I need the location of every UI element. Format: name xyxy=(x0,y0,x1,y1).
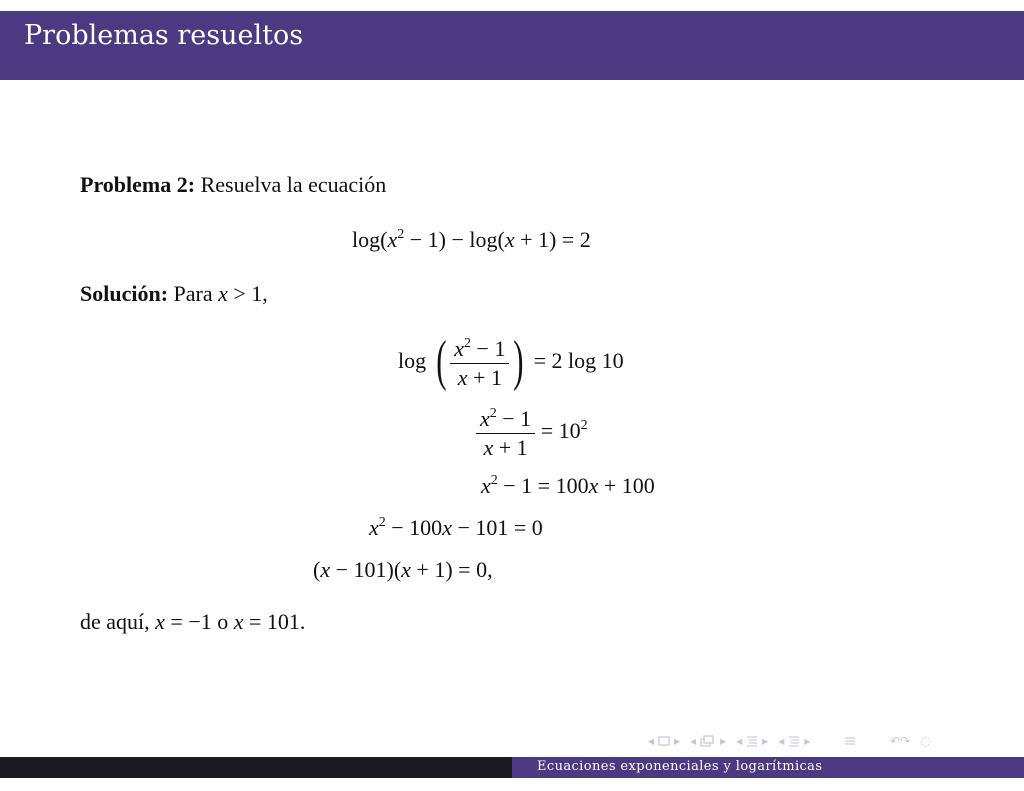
equation-step-3: $x^2 - 1 = 100x + 100$ xyxy=(481,473,655,498)
nav-doc-icon[interactable] xyxy=(788,735,800,747)
step1-denominator: x + 1 xyxy=(457,365,502,390)
solution-text: Para xyxy=(173,281,213,306)
solution-label: Solución: xyxy=(80,281,169,306)
nav-prev-section-icon[interactable]: ◂ xyxy=(736,734,743,748)
nav-search-icon[interactable]: ◌ xyxy=(920,734,931,748)
step2-numerator: $x^2 - 1$ xyxy=(476,400,535,434)
nav-section-group xyxy=(736,734,768,748)
equation-step-1 xyxy=(398,330,624,392)
nav-frame-icon[interactable] xyxy=(658,736,670,746)
eq-x2: x xyxy=(504,227,515,252)
eq-rest1: − 1) − log( xyxy=(404,227,505,252)
eq-rest2: + 1) = 2 xyxy=(514,227,591,252)
step2-denominator: x + 1 xyxy=(483,435,528,460)
problem-text: Resuelva la ecuación xyxy=(200,172,387,197)
equation-step-2 xyxy=(476,400,588,462)
eq-log1: log( xyxy=(352,227,388,252)
nav-back-icon[interactable]: ↶↷ xyxy=(890,734,911,748)
footer-left xyxy=(0,757,512,778)
nav-prev-subsection-icon[interactable]: ◂ xyxy=(690,734,697,748)
step1-log: log xyxy=(398,348,427,373)
footer-title: Ecuaciones exponenciales y logarítmicas xyxy=(537,759,823,774)
nav-next-doc-icon[interactable]: ▸ xyxy=(804,734,811,748)
nav-subsection-group xyxy=(690,734,726,748)
problem-label: Problema 2: xyxy=(80,172,196,197)
conclusion-text: de aquí, xyxy=(80,609,150,634)
step2-fraction xyxy=(476,400,535,462)
solution-line xyxy=(80,281,268,307)
eq-x1: x xyxy=(387,227,398,252)
nav-subsection-icon[interactable] xyxy=(700,735,716,747)
problem-line xyxy=(80,172,386,198)
frame-title: Problemas resueltos xyxy=(24,20,304,51)
eq-sq1: 2 xyxy=(397,227,405,242)
equation-step-5: (x − 101)(x + 1) = 0, xyxy=(313,557,493,582)
solution-condition: > 1, xyxy=(227,281,268,306)
nav-prev-frame-icon[interactable]: ◂ xyxy=(648,734,655,748)
beamer-navigation xyxy=(648,733,1018,749)
nav-prev-doc-icon[interactable]: ◂ xyxy=(778,734,785,748)
step1-numerator: $x^2 - 1$ xyxy=(450,330,509,364)
equation-step-4: $x^2 - 100x - 101 = 0$ xyxy=(369,515,543,540)
step1-rhs: = 2 log 10 xyxy=(533,348,624,373)
nav-next-frame-icon[interactable]: ▸ xyxy=(674,734,681,748)
nav-doc-group xyxy=(778,734,810,748)
nav-next-subsection-icon[interactable]: ▸ xyxy=(720,734,727,748)
step2-rhs: = $10^2$ xyxy=(540,418,588,443)
nav-align-icon[interactable] xyxy=(844,735,856,747)
solution-x: x xyxy=(218,281,228,306)
step1-rparen: ) xyxy=(513,330,524,392)
conclusion-line: de aquí, x = −1 o x = 101. xyxy=(80,609,306,634)
nav-section-icon[interactable] xyxy=(746,735,758,747)
step1-lparen: ( xyxy=(435,330,447,392)
equation-statement xyxy=(352,227,591,253)
step1-fraction xyxy=(450,330,509,392)
nav-next-section-icon[interactable]: ▸ xyxy=(762,734,769,748)
nav-frame-group xyxy=(648,734,680,748)
